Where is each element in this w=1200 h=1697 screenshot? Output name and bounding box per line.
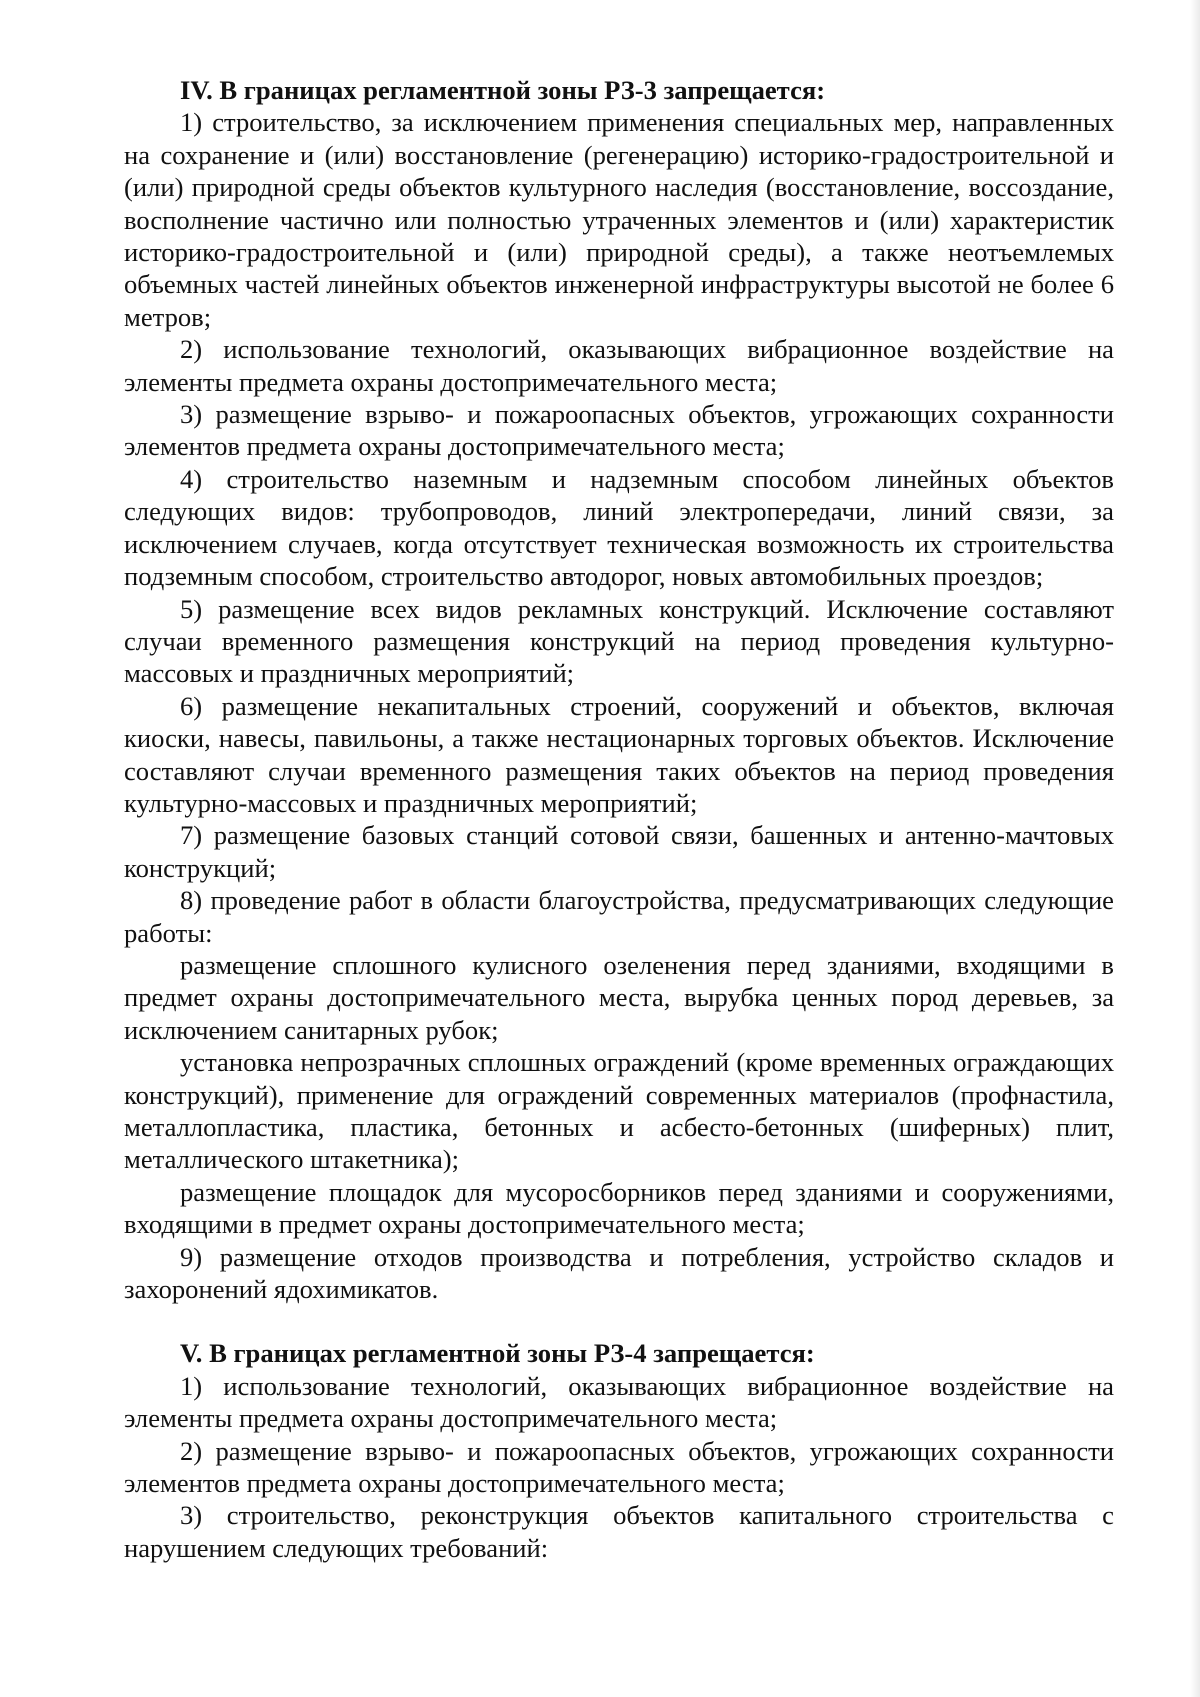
paragraph: 1) строительство, за исключением применения специальных мер, направленных на сохранение и (или) восстановление (регенерацию) историко-градостроительной и (или) природной среды объектов культурного наследия (восстановление, воссоздание, восполнение частично или полностью утраченных элементов и (или) характеристик историко-градостроительной и (или) природной среды), а также неотъемлемых объемных частей линейных объектов инженерной инфраструктуры высотой не более 6 метров; — [124, 107, 1114, 332]
paragraph: установка непрозрачных сплошных ограждений (кроме временных ограждающих конструкций), применение для ограждений современных материалов (профнастила, металлопластика, пластика, бетонных и асбесто-бетонных (шиферных) плит, металлического штакетника); — [124, 1047, 1114, 1175]
paragraph: 1) использование технологий, оказывающих вибрационное воздействие на элементы предмета охраны достопримечательного места; — [124, 1370, 1114, 1434]
paragraph: 8) проведение работ в области благоустройства, предусматривающих следующие работы: — [124, 885, 1114, 948]
scan-edge-shadow — [1190, 0, 1200, 1697]
paragraph: 3) размещение взрыво- и пожароопасных объектов, угрожающих сохранности элементов предмета охраны достопримечательного места; — [124, 399, 1114, 462]
paragraph: 5) размещение всех видов рекламных конструкций. Исключение составляют случаи временного размещения конструкций на период проведения культурно-массовых и праздничных мероприятий; — [124, 593, 1114, 689]
paragraph: 6) размещение некапитальных строений, сооружений и объектов, включая киоски, навесы, павильоны, а также нестационарных торговых объектов. Исключение составляют случаи временного размещения таких объектов на период проведения культурно-массовых и праздничных мероприятий; — [124, 690, 1114, 818]
section-title: V. В границах регламентной зоны РЗ-4 запрещается: — [180, 1338, 815, 1369]
paragraph: размещение площадок для мусоросборников перед зданиями и сооружениями, входящими в предмет охраны достопримечательного места; — [124, 1176, 1114, 1240]
paragraph: 2) размещение взрыво- и пожароопасных объектов, угрожающих сохранности элементов предмета охраны достопримечательного места; — [124, 1435, 1114, 1499]
section-rz3 — [124, 74, 1114, 1305]
paragraph: 3) строительство, реконструкция объектов капитального строительства с нарушением следующих требований: — [124, 1500, 1114, 1563]
paragraph: 2) использование технологий, оказывающих вибрационное воздействие на элементы предмета охраны достопримечательного места; — [124, 334, 1114, 397]
section-title: IV. В границах регламентной зоны РЗ-3 запрещается: — [180, 75, 826, 105]
paragraph: 7) размещение базовых станций сотовой связи, башенных и антенно-мачтовых конструкций; — [124, 820, 1114, 883]
paragraph: 9) размещение отходов производства и потребления, устройство складов и захоронений ядохимикатов. — [124, 1241, 1114, 1305]
document-body — [124, 74, 1114, 1564]
paragraph: размещение сплошного кулисного озеленения перед зданиями, входящими в предмет охраны достопримечательного места, вырубка ценных пород деревьев, за исключением санитарных рубок; — [124, 949, 1114, 1045]
section-rz4 — [124, 1337, 1114, 1564]
section-spacer — [124, 1305, 1114, 1337]
paragraph: 4) строительство наземным и надземным способом линейных объектов следующих видов: трубопроводов, линий электропередачи, линий связи, за исключением случаев, когда отсутствует техническая возможность их строительства подземным способом, строительство автодорог, новых автомобильных проездов; — [124, 463, 1114, 592]
